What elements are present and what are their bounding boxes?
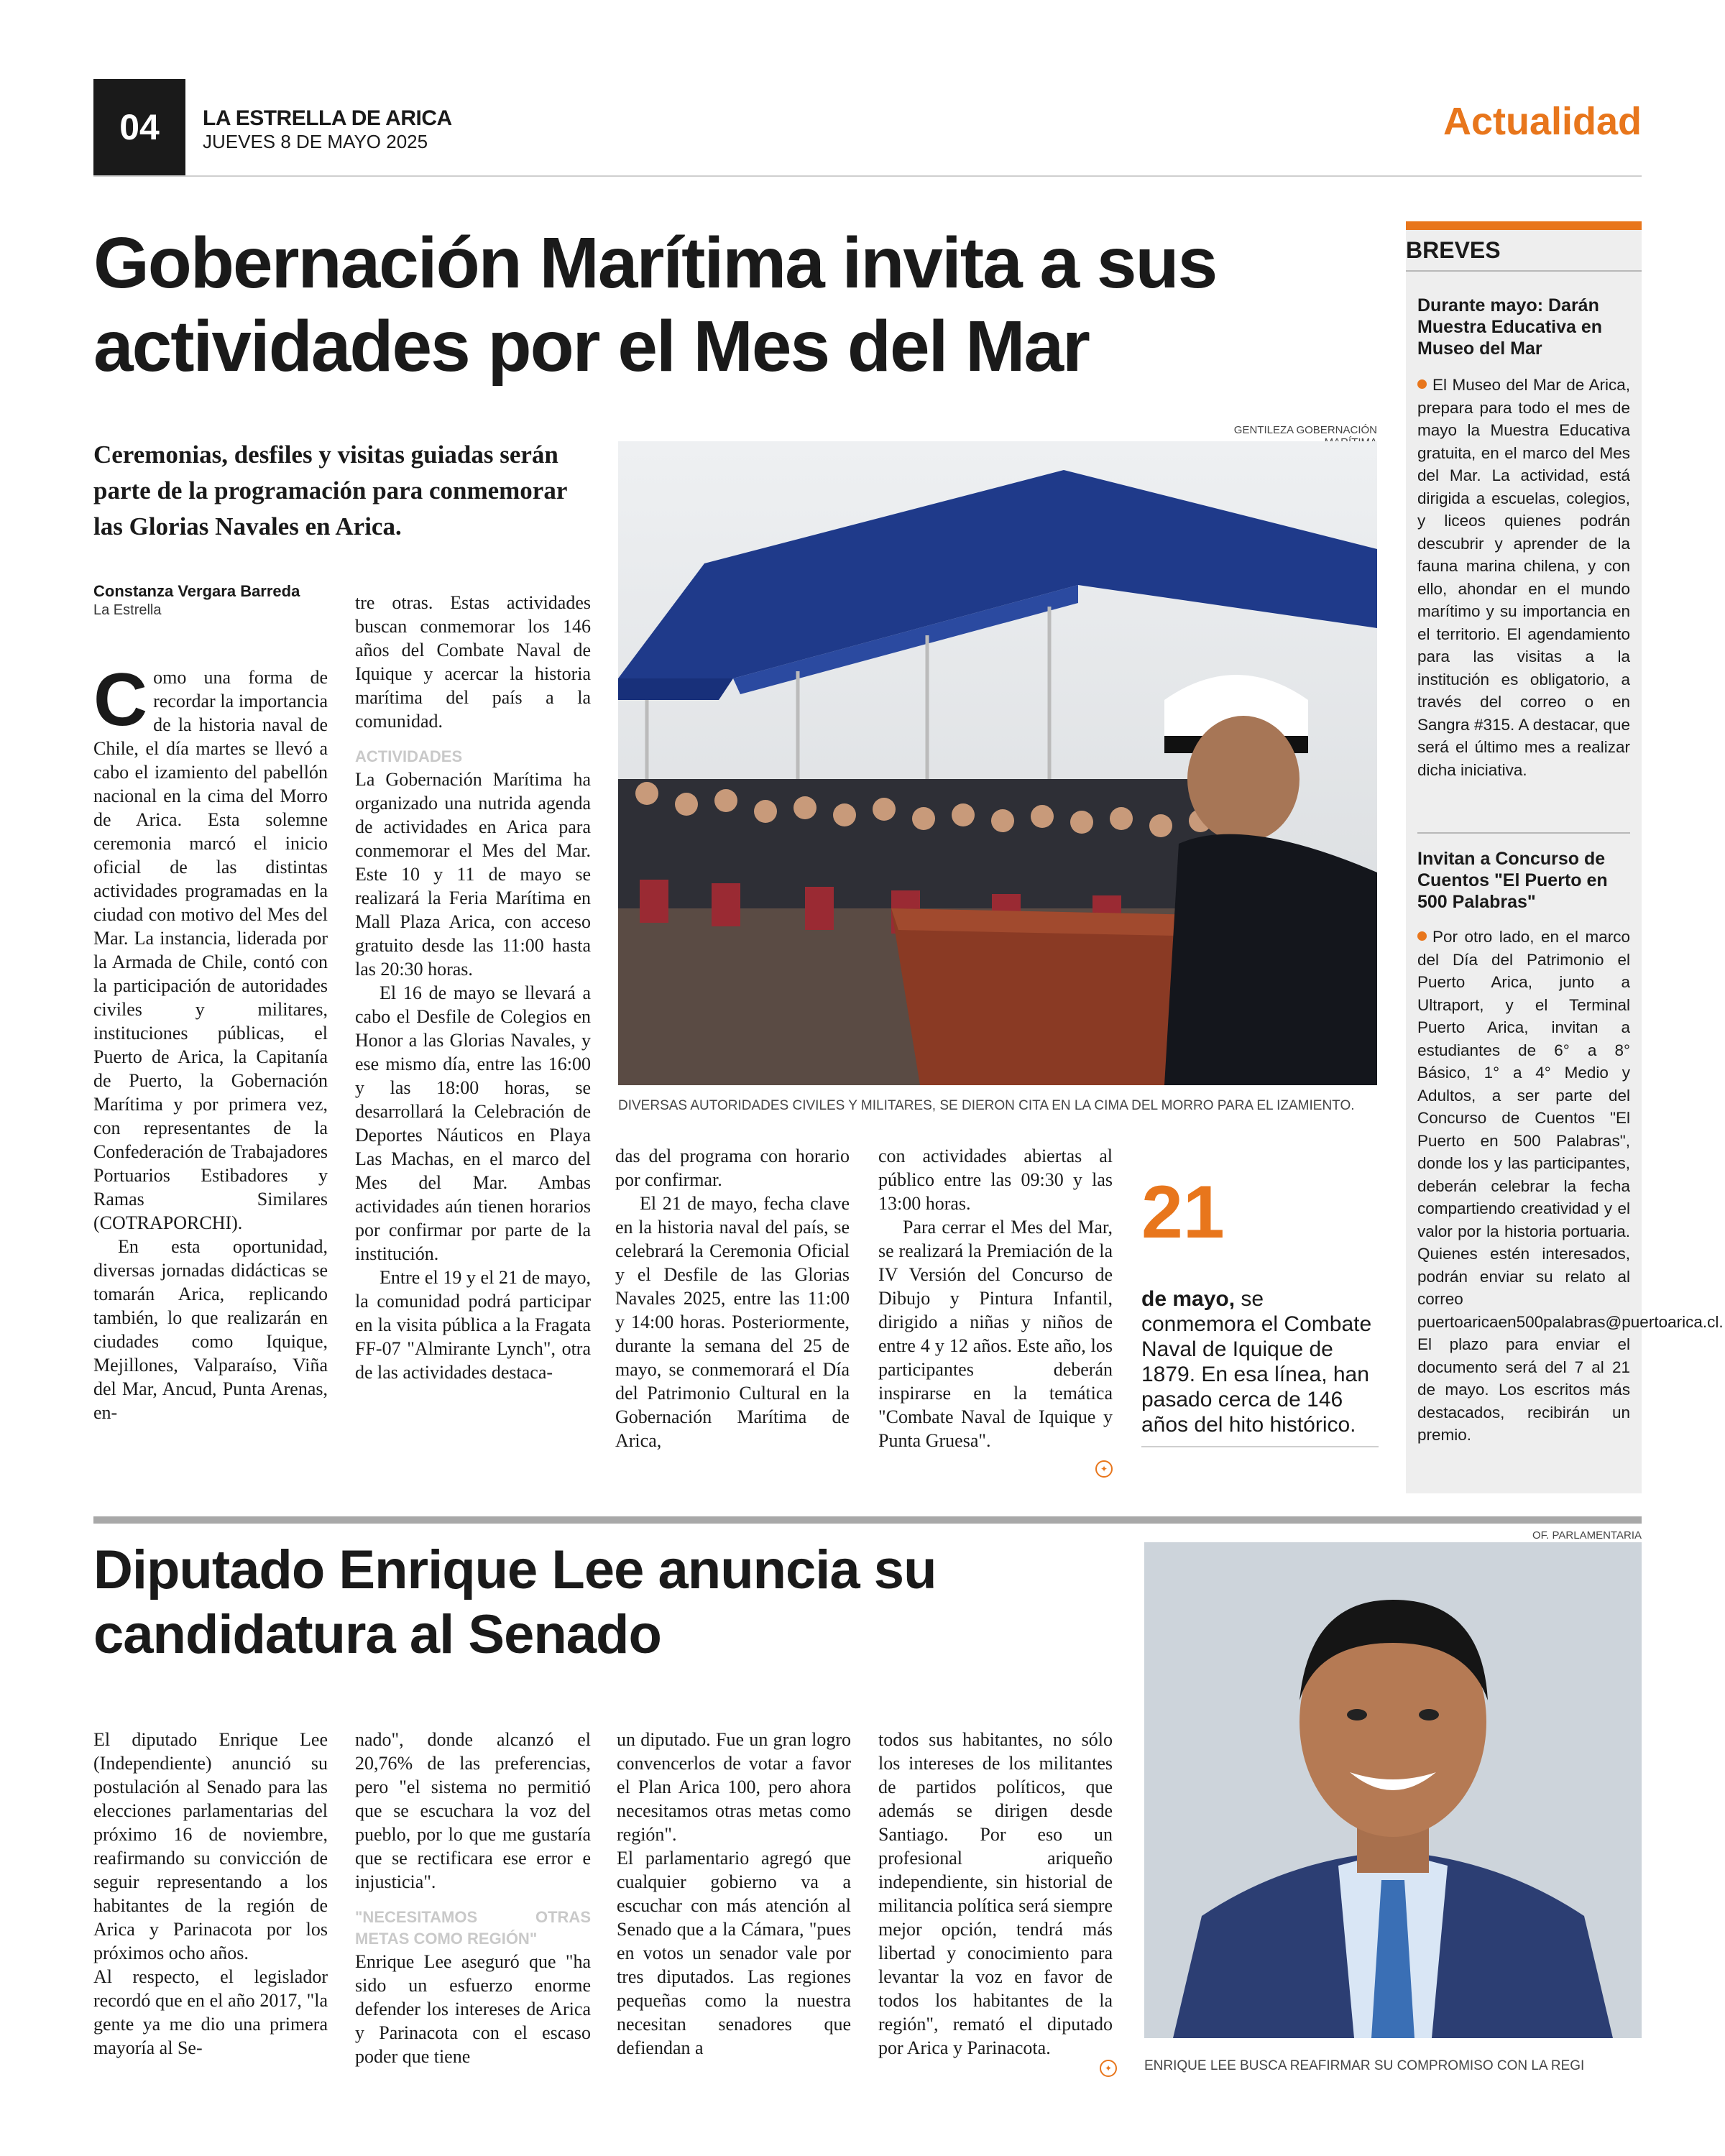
photo1-caption: DIVERSAS AUTORIDADES CIVILES Y MILITARES, SE DIERON CITA EN LA CIMA DEL MORRO PARA EL IZAMIENTO.	[618, 1098, 1355, 1113]
article2-col4-p1: todos sus habitantes, no sólo los intereses de los militantes de partidos políticos, que además se dirigen desde Santiago. Por eso un profesional ariqueño independiente, sin historial de militancia política será siempre mejor opción, tendrá más libertad y conocimiento para levantar la voz en favor de todos los habitantes de la región", remató el diputado por Arica y Parinacota.	[878, 1729, 1113, 2058]
article1-column-1	[93, 658, 328, 1424]
brief1-headline: Durante mayo: Darán Muestra Educativa en Museo del Mar	[1417, 295, 1603, 359]
brief1-body: El Museo del Mar de Arica, prepara para todo el mes de mayo la Muestra Educativa gratuita, en el marco del Mes del Mar. La actividad, está dirigida a escuelas, colegios, y liceos quienes podrán descubrir y aprender de la fauna marina chilena, y con ello, ahondar en el mundo marítimo y su importancia en el territorio. El agendamiento para las visitas a la institución es obligatorio, a través del correo o en Sangra #315. A destacar, que será el último mes a realizar dicha iniciativa.	[1417, 376, 1630, 779]
brief-divider	[1417, 832, 1630, 834]
article2-column-3	[617, 1728, 851, 2060]
article1-column-4	[878, 1144, 1113, 1452]
article2-col1-p2: Al respecto, el legislador recordó que en el año 2017, "la gente ya me dio una primera mayoría al Se-	[93, 1966, 328, 2058]
crosshead-metas: "NECESITAMOS OTRAS METAS COMO REGIÓN"	[355, 1908, 591, 1948]
article1-col1-p1: omo una forma de recordar la importancia de la historia naval de Chile, el día martes se llevó a cabo el izamiento del pabellón nacional en la cima del Morro de Arica. Esta solemne ceremonia marcó el inicio oficial de las distintas actividades programadas en la ciudad con motivo del Mes del Mar. La instancia, liderada por la Armada de Chile, contó con la participación de autoridades civiles y militares, instituciones públicas, el Puerto de Arica, la Capitanía de Puerto, la Gobernación Marítima y por primera vez, con representantes de la Confederación de Trabajadores Portuarios Estibadores y Ramas Similares (COTRAPORCHI).	[93, 667, 328, 1233]
article2-col1-p1: El diputado Enrique Lee (Independiente) anunció su postulación al Senado para las elecciones parlamentarias del próximo 16 de noviembre, reafirmando su convicción de seguir representando a los habitantes de la región de Arica y Parinacota por los próximos ocho años.	[93, 1729, 328, 1963]
ceremony-illustration	[618, 441, 1377, 1085]
publication-date: JUEVES 8 DE MAYO 2025	[203, 131, 428, 152]
article1-column-3	[615, 1144, 850, 1452]
page-number: 04	[93, 79, 185, 175]
brief2-body: Por otro lado, en el marco del Día del Patrimonio el Puerto Arica, junto a Ultraport, y el Terminal Puerto Arica, invitan a estudiantes de 6° a 8° Básico, 1° a 4° Medio y Adultos, a ser parte del Concurso de Cuentos "El Puerto en 500 Palabras", donde los y las participantes, deberán celebrar la fecha compartiendo creatividad y el valor por la historia portuaria. Quienes estén interesados, podrán enviar su relato al correo puertoaricaen500palabras@puertoarica.cl. El plazo para enviar el documento será del 7 al 21 de mayo. Los escritos más destacados, recibirán un premio.	[1417, 928, 1724, 1444]
article2-column-4	[878, 1728, 1113, 2060]
photo1-credit: GENTILEZA GOBERNACIÓN	[1233, 424, 1377, 436]
article1-column-2	[355, 591, 591, 1384]
byline-organization: La Estrella	[93, 602, 162, 618]
section-divider	[93, 1516, 1642, 1524]
stat-description	[1141, 1286, 1379, 1437]
article1-subheadline: Ceremonias, desfiles y visitas guiadas serán parte de la programación para conmemorar las Glorias Navales en Arica.	[93, 441, 567, 540]
bullet-icon	[1417, 379, 1427, 389]
header-divider	[93, 175, 1642, 177]
portrait-photo	[1144, 1542, 1642, 2038]
article1-headline: Gobernación Marítima invita a sus actividades por el Mes del Mar	[93, 223, 1217, 387]
stat-divider	[1141, 1446, 1379, 1447]
article1-col2-p2: La Gobernación Marítima ha organizado una nutrida agenda de actividades en Arica para conmemorar el Mes del Mar. Este 10 y 11 de mayo se realizará la Feria Marítima en Mall Plaza Arica, con acceso gratuito desde las 11:00 hasta las 20:30 horas.	[355, 769, 591, 980]
stat-bold: de mayo,	[1141, 1287, 1236, 1311]
stat-number: 21	[1141, 1171, 1225, 1254]
stat-text: se conmemora el Combate Naval de Iquique de 1879. En esa línea, han pasado cerca de 146 años del hito histórico.	[1141, 1287, 1372, 1437]
article2-col2-p1: nado", donde alcanzó el 20,76% de las preferencias, pero "el sistema no permitió que se escuchara la voz del pueblo, por lo que me gustaría que se rectificara ese error e injusticia".	[355, 1729, 591, 1892]
article2-headline: Diputado Enrique Lee anuncia su candidatura al Senado	[93, 1539, 937, 1665]
sidebar-accent-bar	[1406, 221, 1642, 230]
end-mark-icon: ✦	[1100, 2060, 1117, 2077]
portrait-illustration	[1144, 1542, 1642, 2038]
article1-col4-p2: Para cerrar el Mes del Mar, se realizará la Premiación de la IV Versión del Concurso de Dibujo y Pintura Infantil, dirigido a niñas y niños de entre 4 y 12 años. Este año, los participantes deberán inspirarse en la temática "Combate Naval de Iquique y Punta Gruesa".	[878, 1217, 1113, 1451]
breves-divider	[1406, 270, 1642, 272]
article1-col3-p2: El 21 de mayo, fecha clave en la historia naval del país, se celebrará la Ceremonia Oficial y el Desfile de las Glorias Navales 2025, entre las 11:00 y 14:00 horas. Posteriormente, durante la semana del 25 de mayo, se conmemorará el Día del Patrimonio Cultural en la Gobernación Marítima de Arica,	[615, 1193, 850, 1451]
article2-col3-p1: un diputado. Fue un gran logro convencerlos de votar a favor el Plan Arica 100, pero ahora necesitamos otras metas como región".	[617, 1729, 851, 1845]
article1-col2-p3: El 16 de mayo se llevará a cabo el Desfile de Colegios en Honor a las Glorias Navales, y ese mismo día, entre las 16:00 y las 18:00 horas, se desarrollará la Celebración de Deportes Náuticos en Playa Las Machas, en el marco del Mes del Mar. Ambas actividades aún tienen horarios por confirmar por parte de la institución.	[355, 982, 591, 1264]
article2-col2-p2: Enrique Lee aseguró que "ha sido un esfuerzo enorme defender los intereses de Arica y Parinacota con el escaso poder que tiene	[355, 1951, 591, 2067]
dropcap: C	[93, 658, 148, 742]
article2-column-1	[93, 1728, 328, 2060]
photo2-caption: ENRIQUE LEE BUSCA REAFIRMAR SU COMPROMISO CON LA REGI	[1144, 2058, 1585, 2073]
end-mark-icon: ✦	[1095, 1460, 1113, 1478]
article2-column-2	[355, 1728, 591, 2068]
publication-name: LA ESTRELLA DE ARICA	[203, 106, 452, 130]
article2-col3-p2: El parlamentario agregó que cualquier gobierno va a escuchar con más atención al Senado que a la Cámara, "pues en votos un senador vale por tres diputados. Las regiones pequeñas como la nuestra necesitan senadores que defiendan a	[617, 1848, 851, 2058]
article1-col2-p4: Entre el 19 y el 21 de mayo, la comunidad podrá participar en la visita pública a la Fragata FF-07 "Almirante Lynch", otra de las actividades destaca-	[355, 1267, 591, 1383]
article1-col3-p1: das del programa con horario por confirmar.	[615, 1146, 850, 1190]
crosshead-actividades: ACTIVIDADES	[355, 747, 463, 765]
byline-author: Constanza Vergara Barreda	[93, 582, 300, 600]
breves-title: BREVES	[1406, 237, 1501, 263]
section-label: Actualidad	[1443, 100, 1642, 143]
bullet-icon	[1417, 931, 1427, 941]
brief2-headline: Invitan a Concurso de Cuentos "El Puerto en 500 Palabras"	[1417, 849, 1608, 912]
article1-col2-p1: tre otras. Estas actividades buscan conmemorar los 146 años del Combate Naval de Iquique y acercar la historia marítima del país a la comunidad.	[355, 592, 591, 732]
ceremony-photo	[618, 441, 1377, 1085]
article1-col1-p2: En esta oportunidad, diversas jornadas didácticas se tomarán Arica, replicando también, lo que realizarán en ciudades como Iquique, Mejillones, Valparaíso, Viña del Mar, Ancud, Punta Arenas, en-	[93, 1236, 328, 1423]
article1-col4-p1: con actividades abiertas al público entre las 09:30 y las 13:00 horas.	[878, 1146, 1113, 1214]
photo2-credit: OF. PARLAMENTARIA	[1532, 1529, 1642, 1542]
